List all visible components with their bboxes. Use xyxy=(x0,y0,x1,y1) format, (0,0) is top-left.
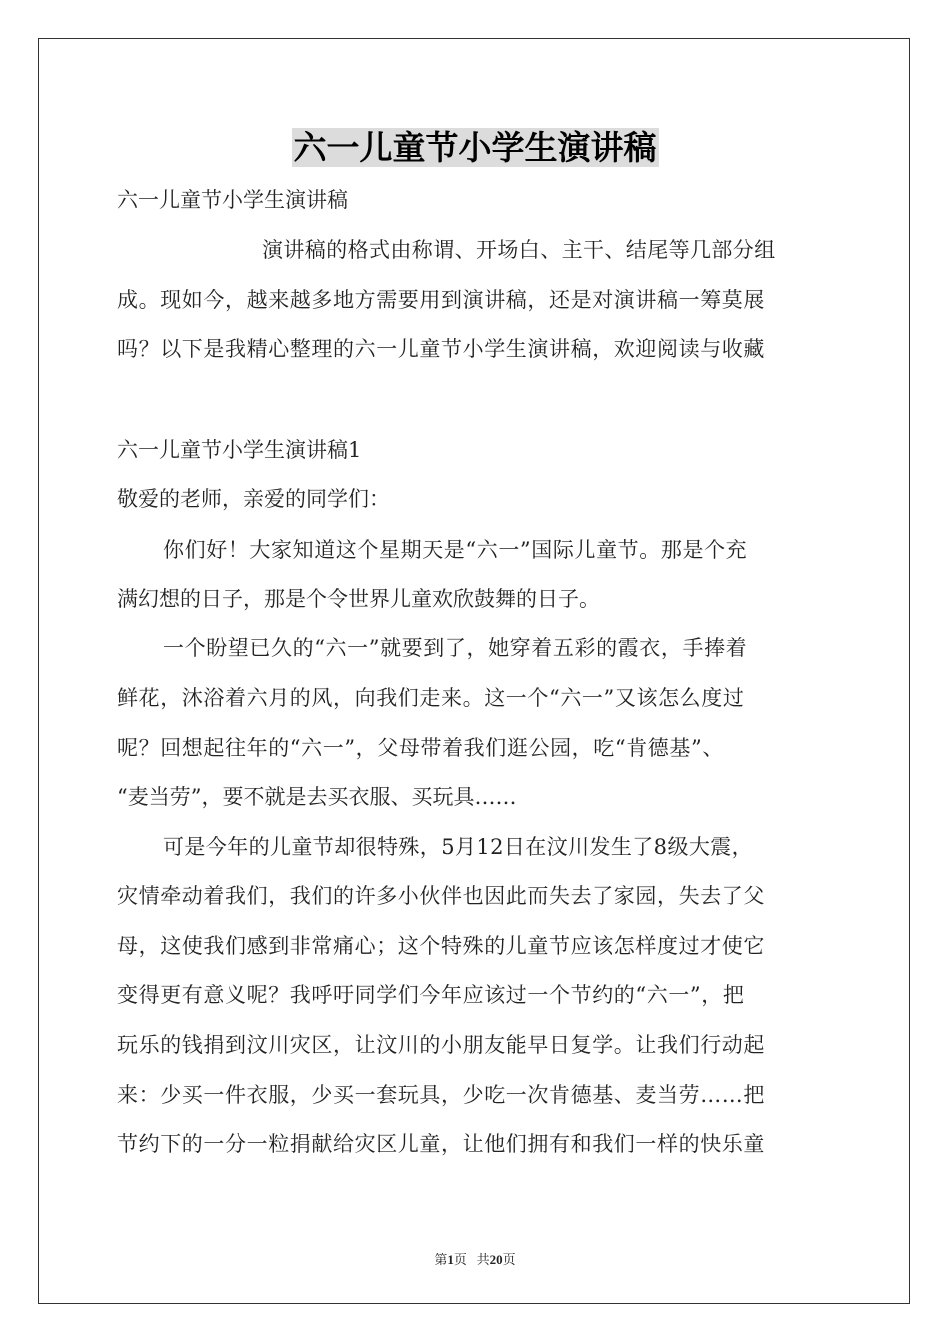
paragraph-line: 满幻想的日子，那是个令世界儿童欢欣鼓舞的日子。 xyxy=(117,587,600,611)
paragraph-line: 可是今年的儿童节却很特殊，5月12日在汶川发生了8级大震， xyxy=(163,835,754,859)
page-border xyxy=(38,38,910,1304)
page-suffix: 页 xyxy=(453,1252,467,1267)
total-pages: 20 xyxy=(489,1252,503,1267)
total-suffix: 页 xyxy=(502,1252,516,1267)
paragraph-line: “麦当劳”，要不就是去买衣服、买玩具…… xyxy=(117,785,517,809)
paragraph-line: 你们好！大家知道这个星期天是“六一”国际儿童节。那是个充 xyxy=(163,538,748,562)
paragraph-line: 母，这使我们感到非常痛心；这个特殊的儿童节应该怎样度过才使它 xyxy=(117,934,765,958)
page-number: 1 xyxy=(447,1252,454,1267)
section-heading: 六一儿童节小学生演讲稿1 xyxy=(117,438,362,462)
total-prefix: 共 xyxy=(476,1252,490,1267)
page-footer xyxy=(0,1249,950,1268)
paragraph-line: 变得更有意义呢？我呼吁同学们今年应该过一个节约的“六一”，把 xyxy=(117,983,745,1007)
subtitle-line: 六一儿童节小学生演讲稿 xyxy=(117,188,348,212)
paragraph-line: 节约下的一分一粒捐献给灾区儿童，让他们拥有和我们一样的快乐童 xyxy=(117,1132,765,1156)
paragraph-line: 吗？以下是我精心整理的六一儿童节小学生演讲稿，欢迎阅读与收藏 xyxy=(117,337,765,361)
page-prefix: 第 xyxy=(434,1252,448,1267)
paragraph-line: 来：少买一件衣服，少买一套玩具，少吃一次肯德基、麦当劳……把 xyxy=(117,1083,765,1107)
paragraph-line: 鲜花，沐浴着六月的风，向我们走来。这一个“六一”又该怎么度过 xyxy=(117,686,745,710)
paragraph-line: 呢？回想起往年的“六一”，父母带着我们逛公园，吃“肯德基”、 xyxy=(117,736,724,760)
paragraph-line: 玩乐的钱捐到汶川灾区，让汶川的小朋友能早日复学。让我们行动起 xyxy=(117,1033,765,1057)
paragraph-line: 演讲稿的格式由称谓、开场白、主干、结尾等几部分组 xyxy=(262,238,776,262)
salutation-line: 敬爱的老师，亲爱的同学们： xyxy=(117,487,390,511)
paragraph-line: 一个盼望已久的“六一”就要到了，她穿着五彩的霞衣，手捧着 xyxy=(163,636,748,660)
paragraph-line: 成。现如今，越来越多地方需要用到演讲稿，还是对演讲稿一筹莫展 xyxy=(117,288,765,312)
document-title xyxy=(0,124,950,172)
paragraph-line: 灾情牵动着我们，我们的许多小伙伴也因此而失去了家园，失去了父 xyxy=(117,884,765,908)
document-title-text: 六一儿童节小学生演讲稿 xyxy=(293,128,657,167)
